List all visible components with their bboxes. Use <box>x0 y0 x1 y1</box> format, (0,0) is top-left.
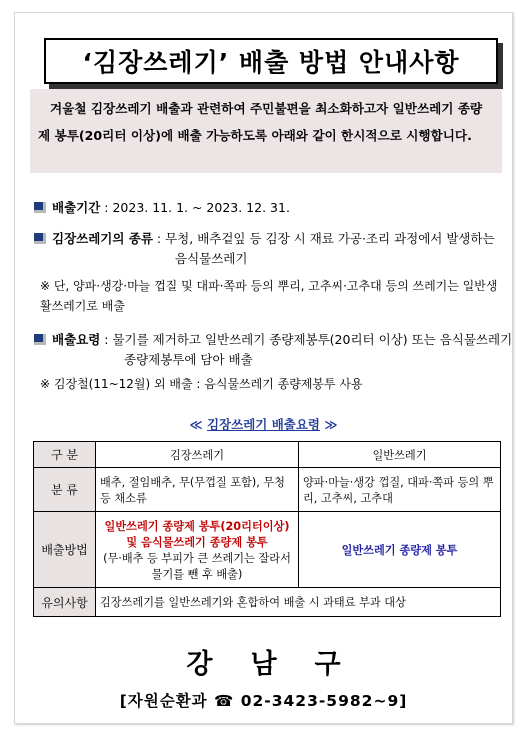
document-title: ‘김장쓰레기’ 배출 방법 안내사항 <box>82 48 460 77</box>
square-bullet-icon <box>34 202 46 213</box>
kimjang-method-bags: 일반쓰레기 종량제 봉투(20리터이상) 및 음식물쓰레기 종량제 봉투 <box>104 519 290 549</box>
method-value: : 물기를 제거하고 일반쓰레기 종량제봉투(20리터 이상) 또는 음식물쓰레기 <box>100 332 513 347</box>
method-note: ※ 김장철(11~12월) 외 배출 : 음식물쓰레기 종량제봉투 사용 <box>40 377 363 391</box>
cell-kimjang-classification: 배추, 절임배추, 무(무껍질 포함), 무청 등 채소류 <box>96 468 299 512</box>
period-value: : 2023. 11. 1. ~ 2023. 12. 31. <box>100 200 290 215</box>
types-value-cont: 음식물쓰레기 <box>175 251 248 266</box>
title-box <box>44 38 498 84</box>
header-category: 구 분 <box>34 442 96 468</box>
table-caption <box>0 415 527 433</box>
cell-caution: 김장쓰레기를 일반쓰레기와 혼합하여 배출 시 과태료 부과 대상 <box>96 588 501 617</box>
table-row <box>34 588 501 617</box>
intro-paragraph: 겨울철 김장쓰레기 배출과 관련하여 주민불편을 최소화하고자 일반쓰레기 종량제 봉투(20리터 이상)에 배출 가능하도록 아래와 같이 한시적으로 시행합니다. <box>30 89 502 173</box>
caption-open: ≪ <box>189 417 207 432</box>
types-label: 김장쓰레기의 종류 <box>52 231 153 246</box>
period-row <box>34 198 290 218</box>
table-row <box>34 468 501 512</box>
types-row <box>34 229 514 269</box>
organization-name: 강남구 <box>186 649 379 680</box>
period-label: 배출기간 <box>52 200 101 215</box>
caption-main: 김장쓰레기 배출요령 <box>206 417 321 432</box>
row-head-classification: 분 류 <box>34 468 96 512</box>
method-label: 배출요령 <box>52 332 101 347</box>
types-note: ※ 단, 양파·생강·마늘 껍질 및 대파·쪽파 등의 뿌리, 고추씨·고추대 등의 쓰레기는 일반생활쓰레기로 배출 <box>40 279 498 313</box>
disposal-guide-table <box>33 441 501 617</box>
table-header-row <box>34 442 501 468</box>
cell-general-classification: 양파·마늘·생강 껍질, 대파·쪽파 등의 뿌리, 고추씨, 고추대 <box>299 468 501 512</box>
header-kimjang: 김장쓰레기 <box>96 442 299 468</box>
caption-close: ≫ <box>320 417 338 432</box>
method-row <box>34 330 514 370</box>
kimjang-method-note: (무·배추 등 부피가 큰 쓰레기는 잘라서 물기를 뺀 후 배출) <box>103 551 291 581</box>
cell-kimjang-method <box>96 512 299 588</box>
header-general: 일반쓰레기 <box>299 442 501 468</box>
square-bullet-icon <box>34 233 46 244</box>
row-head-caution: 유의사항 <box>34 588 96 617</box>
cell-general-method: 일반쓰레기 종량제 봉투 <box>299 512 501 588</box>
contact-info: [자원순환과 ☎ 02-3423-5982~9] <box>119 692 408 710</box>
row-head-method: 배출방법 <box>34 512 96 588</box>
table-row <box>34 512 501 588</box>
types-value: : 무청, 배추겉잎 등 김장 시 재료 가공·조리 과정에서 발생하는 <box>152 231 495 246</box>
method-value-cont: 종량제봉투에 담아 배출 <box>124 352 253 367</box>
square-bullet-icon <box>34 334 46 345</box>
